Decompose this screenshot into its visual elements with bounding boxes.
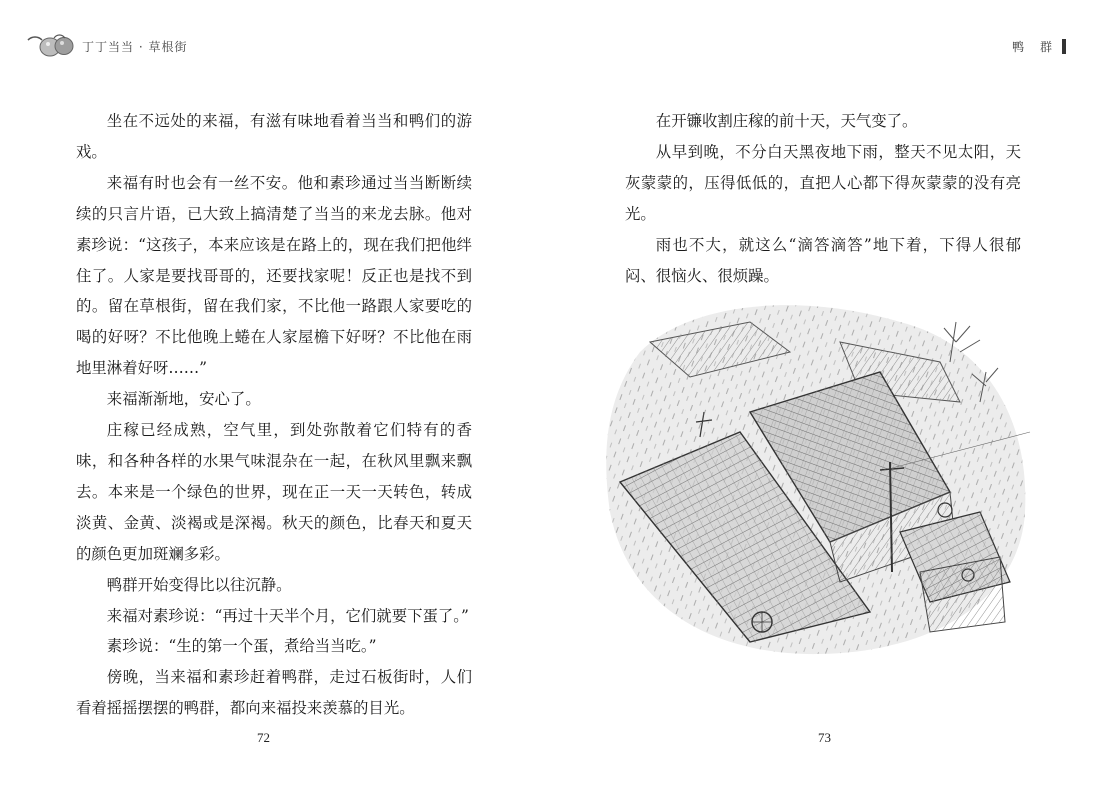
page-number-right: 73 <box>818 730 831 745</box>
chapter-marker-bar <box>1062 39 1066 54</box>
paragraph: 坐在不远处的来福，有滋有味地看着当当和鸭们的游戏。 <box>76 112 472 161</box>
rainy-rooftops-illustration <box>600 282 1040 662</box>
paragraph: 来福对素珍说：“再过十天半个月，它们就要下蛋了。” <box>106 606 469 625</box>
paragraph: 来福渐渐地，安心了。 <box>106 390 261 409</box>
paragraph: 鸭群开始变得比以往沉静。 <box>106 575 292 594</box>
paragraph: 来福有时也会有一丝不安。他和素珍通过当当断断续续的只言片语，已大致上搞清楚了当当的来龙去脉。他对素珍说：“这孩子，本来应该是在路上的，现在我们把他绊住了。人家是要找哥哥的，还要找家呢！反正也是找不到的。留在草根街，留在我们家，不比他一路跟人家要吃的喝的好呀？不比他晚上蜷在人家屋檐下好呀？不比他在雨地里淋着好呀……” <box>76 173 472 378</box>
paragraph: 傍晚，当来福和素珍赶着鸭群，走过石板街时，人们看着摇摇摆摆的鸭群，都向来福投来羡慕的目光。 <box>76 668 472 718</box>
paragraph: 庄稼已经成熟，空气里，到处弥散着它们特有的香味，和各种各样的水果气味混杂在一起，在秋风里飘来飘去。本来是一个绿色的世界，现在正一天一天转色，转成淡黄、金黄、淡褐或是深褐。秋天的颜色，比春天和夏天的颜色更加斑斓多彩。 <box>76 421 472 563</box>
left-page-text <box>76 106 472 724</box>
paragraph: 素珍说：“生的第一个蛋，煮给当当吃。” <box>106 637 377 656</box>
right-page-text <box>625 106 1021 291</box>
paragraph: 雨也不大，就这么“滴答滴答”地下着，下得人很郁闷、很恼火、很烦躁。 <box>625 235 1021 285</box>
paragraph: 在开镰收割庄稼的前十天，天气变了。 <box>655 112 918 130</box>
gourd-logo-icon <box>24 30 80 62</box>
chapter-title: 鸭 群 <box>1012 40 1058 54</box>
series-title: 丁丁当当 · 草根街 <box>82 40 188 54</box>
page-number-left: 72 <box>257 730 270 745</box>
paragraph: 从早到晚，不分白天黑夜地下雨，整天不见太阳，天灰蒙蒙的，压得低低的，直把人心都下得灰蒙蒙的没有亮光。 <box>625 142 1021 223</box>
